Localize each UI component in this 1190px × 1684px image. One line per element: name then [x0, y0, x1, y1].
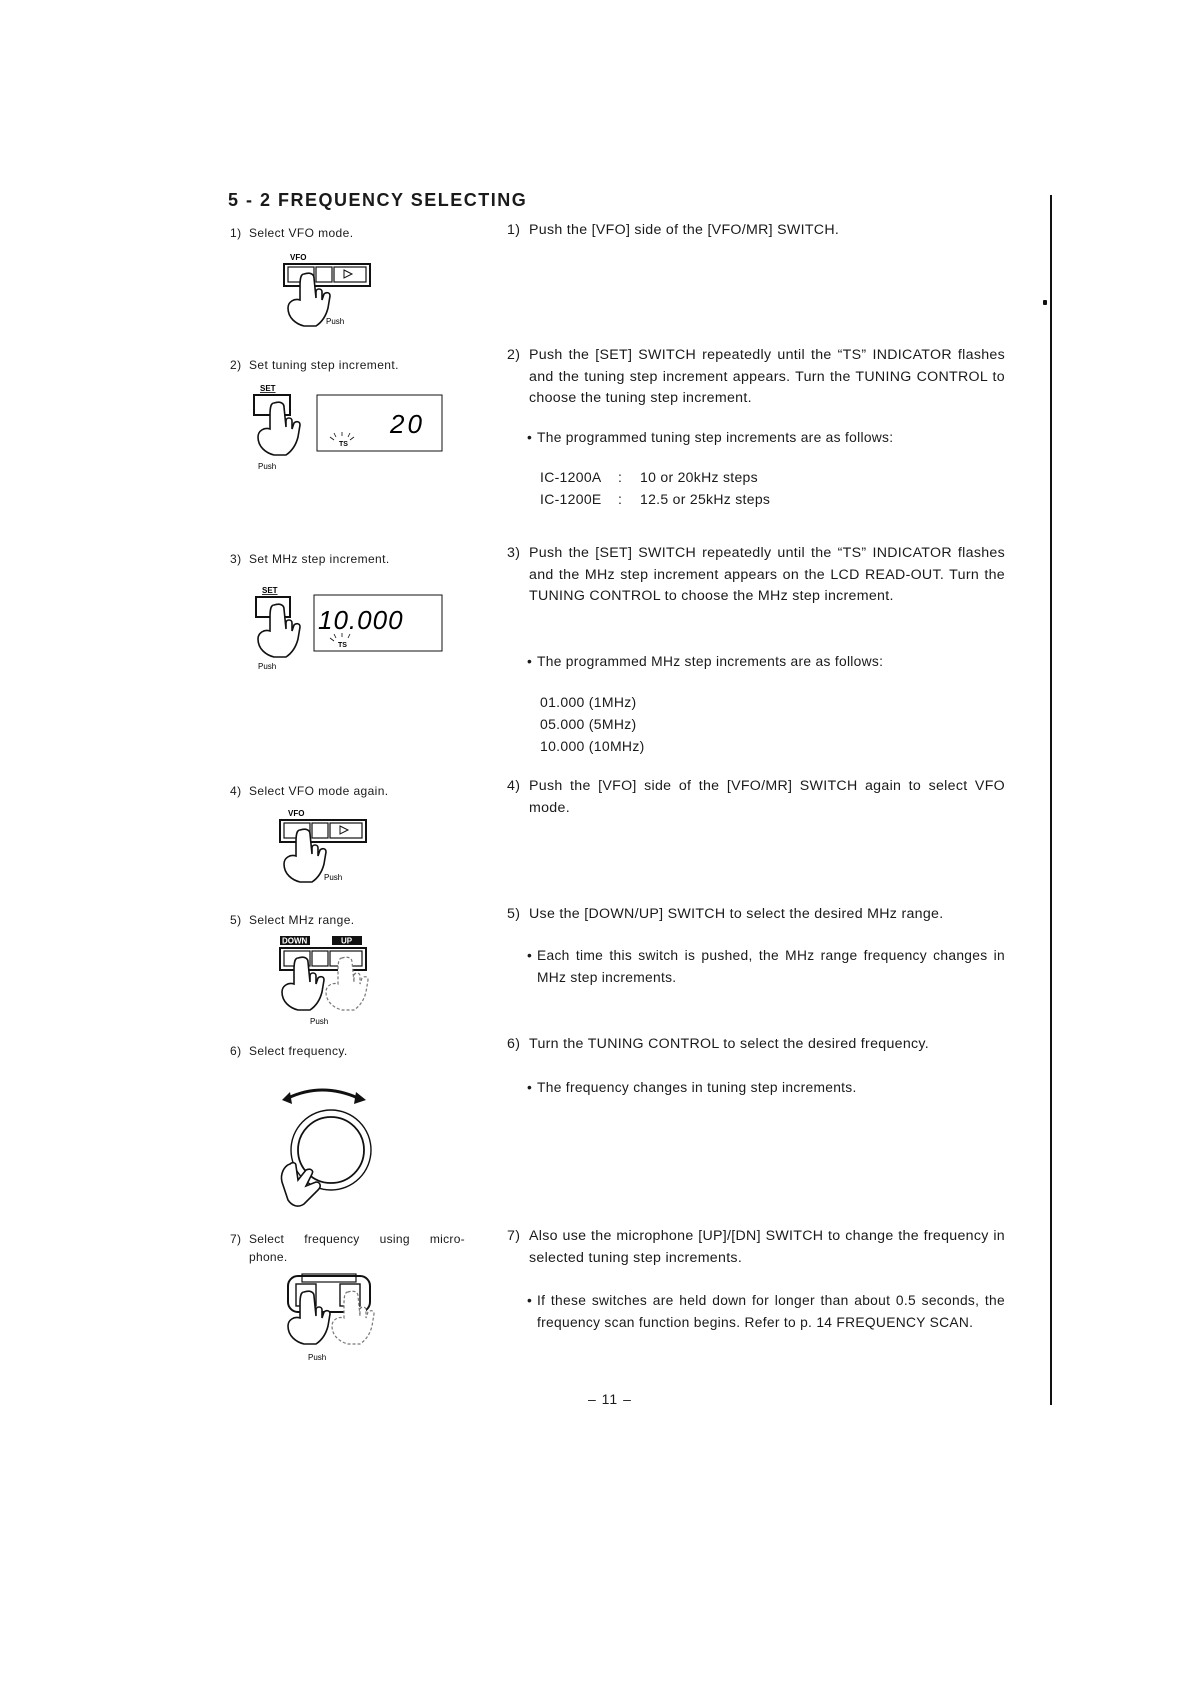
mhz-step-option: 10.000 (10MHz) — [540, 738, 645, 754]
set-button-lcd-icon — [250, 383, 450, 473]
caption-step-7: 7) Select frequency using micro- phone. — [230, 1232, 465, 1264]
hand-pressing-button-icon — [280, 252, 390, 332]
step-5-text: 5) Use the [DOWN/UP] SWITCH to select the desired MHz range. — [507, 906, 944, 922]
page-number: – 11 – — [588, 1391, 632, 1407]
caption-step-6: 6) Select frequency. — [230, 1044, 348, 1058]
step-2-text: 2) Push the [SET] SWITCH repeatedly until the “TS” INDICATOR flashes and the tuning step increment appears. Turn the TUNING CONTROL to choose the tuning step increment. — [507, 347, 1005, 406]
down-label: DOWN — [282, 936, 308, 946]
set-button-lcd-icon — [250, 585, 450, 675]
up-label: UP — [341, 936, 353, 946]
spec-row: IC-1200A : 10 or 20kHz steps — [540, 469, 758, 485]
step-7-bullet: • If these switches are held down for longer than about 0.5 seconds, the frequency scan function begins. Refer to p. 14 FREQUENCY SCAN. — [527, 1293, 1005, 1330]
margin-mark — [1043, 300, 1047, 305]
svg-text:Push: Push — [308, 1353, 327, 1362]
ts-indicator: TS — [339, 441, 348, 448]
illustration-vfo-push — [280, 252, 390, 337]
caption-step-5: 5) Select MHz range. — [230, 913, 355, 927]
step-1-text: 1) Push the [VFO] side of the [VFO/MR] SWITCH. — [507, 222, 840, 238]
svg-text:Push: Push — [258, 662, 277, 671]
push-label: Push — [326, 317, 345, 326]
svg-text:SET: SET — [262, 586, 278, 595]
caption-step-4: 4) Select VFO mode again. — [230, 784, 389, 798]
step-3-bullet: • The programmed MHz step increments are as follows: — [527, 654, 884, 669]
svg-text:SET: SET — [260, 384, 276, 393]
svg-text:VFO: VFO — [288, 809, 305, 818]
lcd-display: 20 — [390, 409, 425, 439]
caption-step-1: 1) Select VFO mode. — [230, 226, 354, 240]
step-3-text: 3) Push the [SET] SWITCH repeatedly until the “TS” INDICATOR flashes and the MHz step increment appears on the LCD READ-OUT. Turn the TUNING CONTROL to choose the MHz step increment. — [507, 545, 1005, 604]
panel-label: VFO — [290, 253, 307, 262]
mhz-step-option: 05.000 (5MHz) — [540, 716, 637, 732]
section-title: 5 - 2 FREQUENCY SELECTING — [228, 190, 528, 210]
illustration-vfo-push-again — [276, 808, 386, 893]
illustration-microphone — [278, 1272, 388, 1372]
illustration-set-tuning-step — [250, 383, 450, 478]
svg-text:Push: Push — [324, 873, 343, 882]
ts-indicator: TS — [338, 642, 347, 649]
svg-text:Push: Push — [258, 462, 277, 471]
step-6-text: 6) Turn the TUNING CONTROL to select the desired frequency. — [507, 1036, 930, 1052]
step-6-bullet: • The frequency changes in tuning step increments. — [527, 1080, 857, 1095]
lcd-display: 10.000 — [318, 605, 404, 635]
illustration-down-up-switch — [276, 934, 386, 1033]
microphone-icon — [278, 1272, 388, 1367]
step-4-text: 4) Push the [VFO] side of the [VFO/MR] SWITCH again to select VFO mode. — [507, 778, 1005, 816]
mhz-step-option: 01.000 (1MHz) — [540, 694, 637, 710]
hand-pressing-button-icon — [276, 808, 386, 888]
svg-text:Push: Push — [310, 1017, 329, 1026]
tuning-knob-icon — [276, 1082, 376, 1212]
step-2-bullet: • The programmed tuning step increments are as follows: — [527, 430, 894, 445]
step-5-bullet: • Each time this switch is pushed, the MHz range frequency changes in MHz step increments. — [527, 948, 1005, 985]
caption-step-3: 3) Set MHz step increment. — [230, 552, 390, 566]
illustration-set-mhz-step — [250, 585, 450, 680]
caption-step-2: 2) Set tuning step increment. — [230, 358, 399, 372]
step-7-text: 7) Also use the microphone [UP]/[DN] SWITCH to change the frequency in selected tuning step increments. — [507, 1228, 1005, 1266]
spec-row: IC-1200E : 12.5 or 25kHz steps — [540, 491, 771, 507]
down-up-switch-icon — [276, 934, 386, 1028]
illustration-tuning-control — [276, 1082, 376, 1217]
margin-rule — [1050, 195, 1052, 1405]
